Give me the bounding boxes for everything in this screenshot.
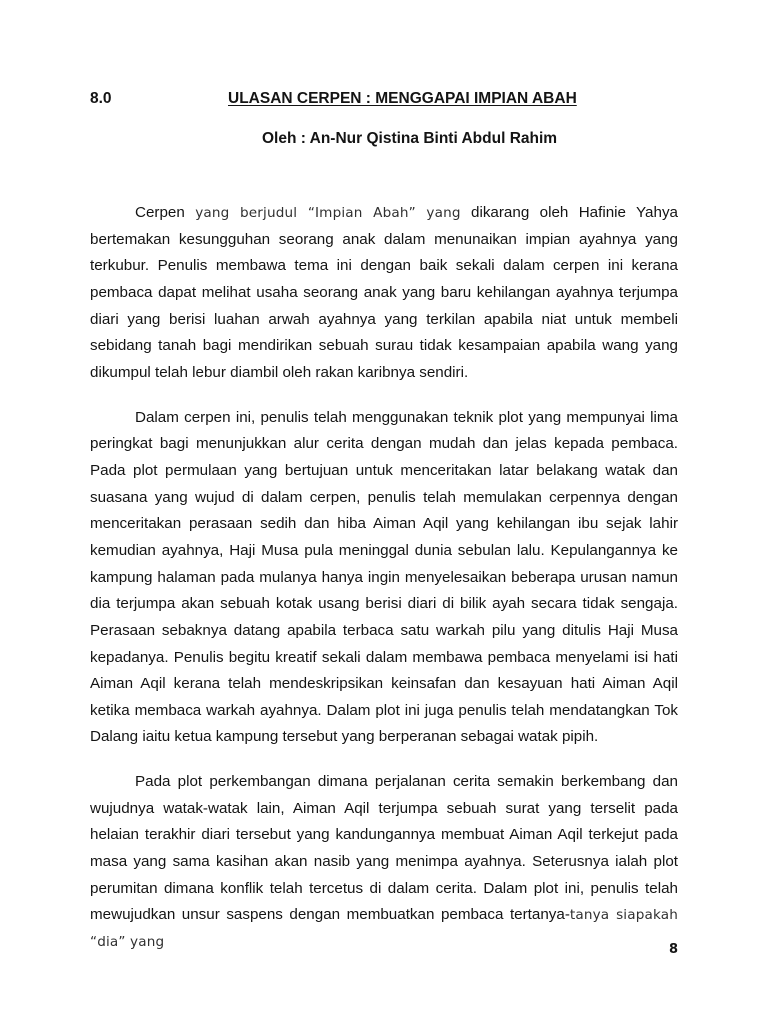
section-heading	[90, 90, 690, 112]
body-text	[90, 200, 678, 956]
paragraph-text: yang berjudul “Impian Abah” yang	[195, 205, 461, 221]
body-paragraph	[90, 769, 678, 956]
page-number: 8	[669, 942, 679, 957]
paragraph-text: tanya siapakah “dia” yang	[90, 907, 678, 951]
paragraph-text: Dalam cerpen ini, penulis telah menggunakan teknik plot yang mempunyai lima peringkat bagi menunjukkan alur cerita dengan mudah dan jelas kepada pembaca. Pada plot permulaan yang bertujuan untuk menceritakan latar belakang watak dan suasana yang wujud di dalam cerpen, penulis telah memulakan cerpennya dengan menceritakan perasaan sedih dan hiba Aiman Aqil yang kehilangan ibu sejak lahir kemudian ayahnya, Haji Musa pula meninggal dunia sebulan lalu. Kepulangannya ke kampung halaman pada mulanya hanya ingin menyelesaikan beberapa urusan namun dia terjumpa akan sebuah kotak usang berisi diari di bilik ayah secara tidak sengaja. Perasaan sebaknya datang apabila terbaca satu warkah pilu yang ditulis Haji Musa kepadanya. Penulis begitu kreatif sekali dalam membawa pembaca menyelami isi hati Aiman Aqil kerana telah mendeskripsikan keinsafan dan kesayuan hati Aiman Aqil ketika membaca warkah ayahnya. Dalam plot ini juga penulis telah mendatangkan Tok Dalang iaitu ketua kampung tersebut yang berperanan sebagai watak pipih.	[90, 408, 678, 746]
paragraph-text: Cerpen	[135, 204, 196, 221]
body-paragraph	[90, 405, 678, 752]
paragraph-text: Pada plot perkembangan dimana perjalanan cerita semakin berkembang dan wujudnya watak-watak lain, Aiman Aqil terjumpa sebuah surat yang terselit pada helaian terakhir diari tersebut yang kandungannya membuat Aiman Aqil terkejut pada masa yang sama kasihan akan nasib yang menimpa ayahnya. Seterusnya ialah plot perumitan dimana konflik telah tercetus di dalam cerita. Dalam plot ini, penulis telah mewujudkan unsur saspens dengan membuatkan pembaca tertanya-	[90, 773, 678, 924]
author-line: Oleh : An-Nur Qistina Binti Abdul Rahim	[262, 130, 558, 147]
paragraph-text: dikarang oleh Hafinie Yahya bertemakan kesungguhan seorang anak dalam menunaikan impian ayahnya yang terkubur. Penulis membawa tema ini dengan baik sekali dalam cerpen ini kerana pembaca dapat melihat usaha seorang anak yang baru kehilangan ayahnya terjumpa diari yang berisi luahan arwah ayahnya yang terkilan apabila niat untuk membeli sebidang tanah bagi mendirikan sebuah surau tidak kesampaian apabila wang yang dikumpul telah lebur diambil oleh rakan karibnya sendiri.	[90, 204, 678, 381]
section-title: ULASAN CERPEN : MENGGAPAI IMPIAN ABAH	[228, 90, 577, 107]
section-number: 8.0	[90, 90, 112, 107]
body-paragraph	[90, 200, 678, 387]
